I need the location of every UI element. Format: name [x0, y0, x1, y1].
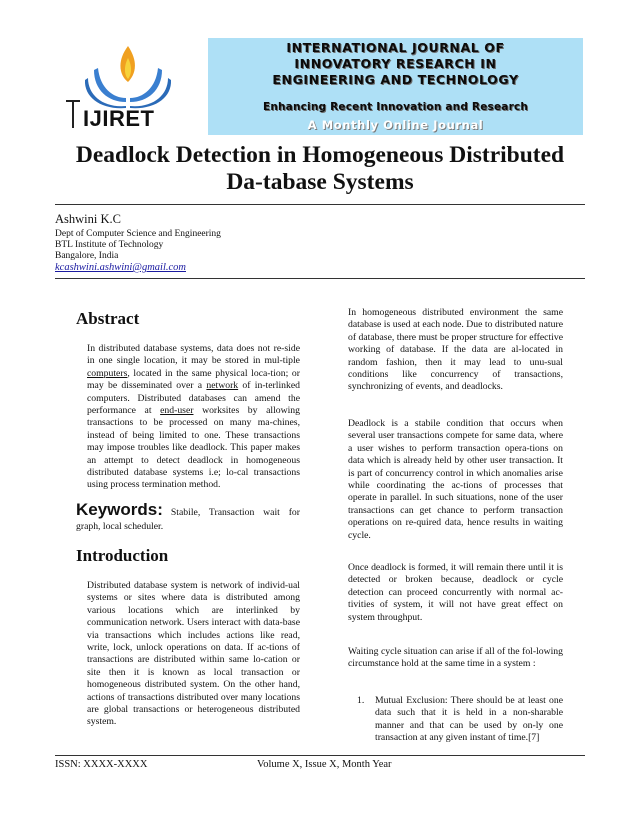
- introduction-heading: Introduction: [76, 546, 169, 565]
- abstract-text: In distributed database systems, data does not re-side in one single location, it may be stored in mul-tiple computers, located in the same physical loca-tion; or may be disseminated over a network of in-terlinked computers. Distributed databases can amend the performance at end-user worksites by allowing transactions to be processed on many ma-chines, instead of being limited to one. These transactions may impose troubles like deadlock. This paper makes an attempt to detect deadlock in homogeneous distributed database systems i.e; lo-cal transactions using process termination method.: [87, 343, 300, 491]
- logo-text: IJIRET: [83, 106, 155, 131]
- list-item-number: 1.: [357, 695, 365, 706]
- keywords: [76, 500, 300, 534]
- journal-name-line-2: INNOVATORY RESEARCH IN: [294, 56, 497, 71]
- right-paragraph-1: In homogeneous distributed environment the same database is used at each node. Due to distributed nature of database, there must be proper structure for effective working of database. If the data are al-located in random fashion, then it may lead to unu-sual conditions like concurrency of transactions, synchronizing of events, and deadlocks.: [348, 307, 563, 393]
- affiliation-dept: Dept of Computer Science and Engineering: [55, 229, 221, 239]
- title-rule: [55, 204, 585, 205]
- author-rule: [55, 278, 585, 279]
- affiliation-city: Bangalore, India: [55, 251, 119, 261]
- footer-rule: [55, 755, 585, 756]
- journal-tagline: Enhancing Recent Innovation and Research: [262, 101, 529, 113]
- affiliation-institute: BTL Institute of Technology: [55, 240, 164, 250]
- computers-link[interactable]: computers: [87, 367, 128, 379]
- journal-name-line-3: ENGINEERING AND TECHNOLOGY: [272, 72, 519, 87]
- footer-issn: ISSN: XXXX-XXXX: [55, 759, 148, 770]
- right-paragraph-4: Waiting cycle situation can arise if all of the fol-lowing circumstance hold at the same time in a system :: [348, 646, 563, 670]
- keywords-label: Keywords:: [76, 500, 163, 519]
- author-email-link[interactable]: kcashwini.ashwini@gmail.com: [55, 262, 186, 273]
- paper-title: Deadlock Detection in Homogeneous Distributed Da-tabase Systems: [75, 142, 565, 195]
- end-user-link[interactable]: end-user: [160, 405, 194, 417]
- list-item: Mutual Exclusion: There should be at least one data such that it is held in a non-sharable manner and that can be used by on-ly one transaction at any given instant of time.[7]: [375, 695, 563, 744]
- right-paragraph-3: Once deadlock is formed, it will remain there until it is detected or broken because, deadlock or cycle detection can proceed concurrently with normal ac-tivities of system, it will not have great effect on system throughput.: [348, 562, 563, 623]
- author-name: Ashwini K.C: [55, 212, 121, 226]
- journal-name-line-1: INTERNATIONAL JOURNAL OF: [286, 40, 505, 55]
- right-paragraph-2: Deadlock is a stabile condition that occurs when several user transactions compete for same data, where a user wishes to perform transaction opera-tions on data which is already held by other user transaction. It is part of concurrency control in which anomalies arise while coordinating the ac-tions of processes that operate in parallel. In such situations, none of the user transactions can get chance to perform transaction operations on re-quired data, hence results in waiting cycle.: [348, 418, 563, 541]
- footer-volume: Volume X, Issue X, Month Year: [257, 759, 392, 770]
- introduction-text: Distributed database system is network of individ-ual systems or sites where data is distributed among various locations which are interlinked by communication network. Users interact with data-base via transactions which includes actions like read, write, lock, unlock operations on data. If ac-tions of transactions are distributed within same lo-cation or site then it is known as local transaction or homogeneous distributed system. On the other hand, actions of transactions distributed over many locations are global transactions or heterogeneous distributed system.: [87, 580, 300, 728]
- journal-frequency: A Monthly Online Journal: [307, 118, 484, 132]
- journal-logo: [58, 38, 208, 135]
- keywords-text: Stabile, Transaction wait for graph, local scheduler.: [76, 507, 300, 532]
- abstract-heading: Abstract: [76, 309, 140, 328]
- network-link[interactable]: network: [206, 380, 239, 392]
